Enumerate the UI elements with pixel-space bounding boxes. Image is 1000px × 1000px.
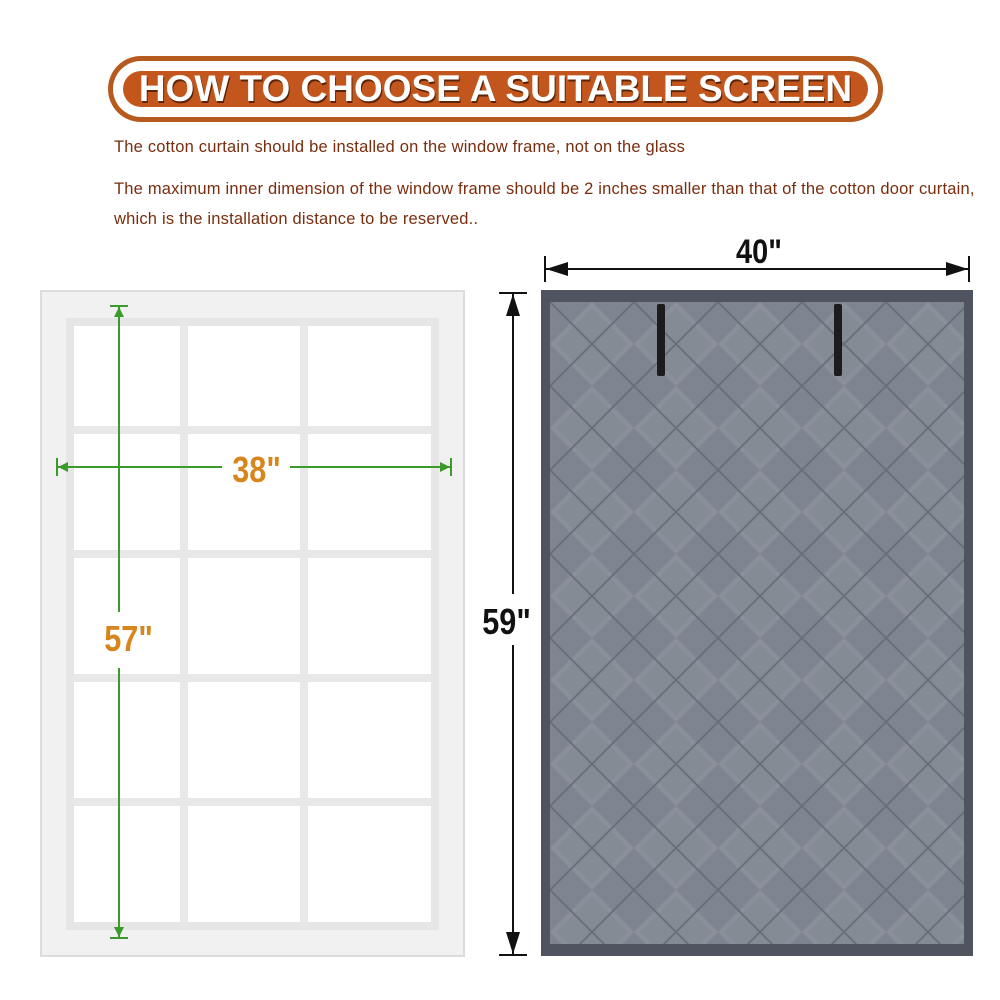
curtain-height-label: 59": [482, 601, 531, 642]
description-line-1: The cotton curtain should be installed on the window frame, not on the glass: [114, 138, 686, 156]
window-width-label: 38": [232, 449, 281, 490]
curtain-width-label: 40": [736, 233, 782, 271]
banner-title: HOW TO CHOOSE A SUITABLE SCREEN: [138, 68, 853, 109]
description-line-2: The maximum inner dimension of the window frame should be 2 inches smaller than that of the cotton door curtain, which is the installation distance to be reserved..: [114, 180, 975, 228]
window-height-label: 57": [104, 618, 153, 659]
